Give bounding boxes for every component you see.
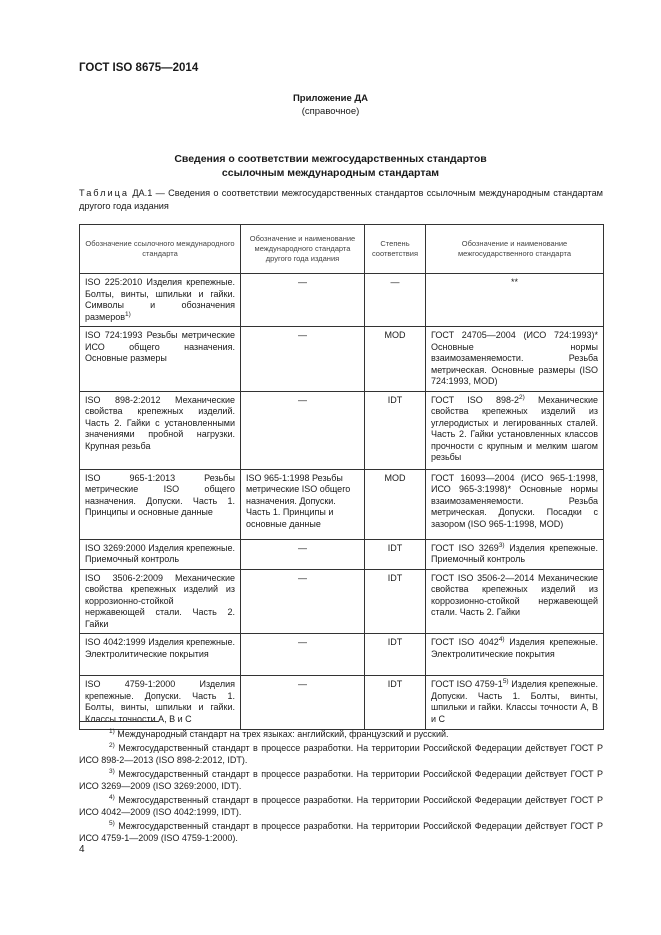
degree-cell: MOD: [365, 469, 426, 539]
other-edition-cell: —: [241, 569, 365, 634]
other-edition-cell: —: [241, 391, 365, 469]
footnotes: [79, 728, 603, 846]
degree-cell: IDT: [365, 569, 426, 634]
correspondence-table: [79, 224, 604, 730]
table-row: [80, 391, 604, 469]
degree-cell: IDT: [365, 391, 426, 469]
degree-cell: —: [365, 274, 426, 327]
footnote: $^{4)}$ Межгосударственный стандарт в процессе разработки. На территории Российской Федерации действует ГОСТ Р ИСО 4042—2009 (ISO 4042:1999, IDT).: [79, 793, 603, 817]
table-caption: [79, 187, 603, 213]
intl-standard-cell: ISO 3506-2:2009 Механические свойства крепежных изделий из коррозионно-стойкой нержавеющей стали. Часть 2. Гайки: [80, 569, 241, 634]
interstate-standard-cell: ГОСТ ISO 3269$^{3)}$ Изделия крепежные. Приемочный контроль: [426, 539, 604, 569]
interstate-standard-cell: ГОСТ ISO 4042$^{4)}$ Изделия крепежные. Электролитические покрытия: [426, 634, 604, 676]
annex-subtitle: (справочное): [301, 106, 360, 117]
table-row: [80, 274, 604, 327]
intl-standard-cell: ISO 724:1993 Резьбы метрические ИСО общего назначения. Основные размеры: [80, 327, 241, 392]
interstate-standard-cell: ГОСТ ISO 898-2$^{2)}$ Механические свойства крепежных изделий из углеродистых и легированных сталей. Часть 2. Гайки установленных классов прочности с крупным и мелким шагом резьбы: [426, 391, 604, 469]
footnote: $^{1)}$ Международный стандарт на трех языках: английский, французский и русский.: [109, 728, 449, 739]
degree-cell: MOD: [365, 327, 426, 392]
footnote: $^{5)}$ Межгосударственный стандарт в процессе разработки. На территории Российской Федерации действует ГОСТ Р ИСО 4759-1—2009 (ISO 4759-1:2000).: [79, 819, 603, 843]
table-caption-text: ДА.1 — Сведения о соответствии межгосударственных стандартов ссылочным международным стандартам другого года издания: [79, 188, 603, 211]
degree-cell: IDT: [365, 634, 426, 676]
table-header-row: [80, 225, 604, 274]
document-id: ГОСТ ISO 8675—2014: [79, 62, 199, 74]
intl-standard-cell: ISO 965-1:2013 Резьбы метрические ISO общего назначения. Допуски. Часть 1. Принципы и основные данные: [80, 469, 241, 539]
section-title-line2: ссылочным международным стандартам: [221, 167, 440, 179]
interstate-standard-cell: ГОСТ 24705—2004 (ИСО 724:1993)* Основные нормы взаимозаменяемости. Резьба метрическая. Основные размеры (ISO 724:1993, MOD): [426, 327, 604, 392]
intl-standard-cell: ISO 225:2010 Изделия крепежные. Болты, винты, шпильки и гайки. Символы и обозначения размеров$^{1)}$: [80, 274, 241, 327]
intl-standard-cell: ISO 4042:1999 Изделия крепежные. Электролитические покрытия: [80, 634, 241, 676]
degree-cell: IDT: [365, 539, 426, 569]
table-row: [80, 327, 604, 392]
annex-title: Приложение ДА: [292, 93, 369, 104]
intl-standard-cell: ISO 4759-1:2000 Изделия крепежные. Допуски. Часть 1. Болты, винты, шпильки и гайки. Классы точности А, В и С: [80, 676, 241, 730]
header-cell: Обозначение и наименование межгосударственного стандарта: [426, 225, 604, 274]
table-row: [80, 569, 604, 634]
other-edition-cell: —: [241, 274, 365, 327]
intl-standard-cell: ISO 3269:2000 Изделия крепежные. Приемочный контроль: [80, 539, 241, 569]
interstate-standard-cell: **: [426, 274, 604, 327]
annex-heading: [0, 93, 661, 117]
footnote-divider: [79, 721, 159, 722]
other-edition-cell: ISO 965-1:1998 Резьбы метрические ISO общего назначения. Допуски. Часть 1. Принципы и основные данные: [241, 469, 365, 539]
section-title-line1: Сведения о соответствии межгосударственных стандартов: [174, 153, 487, 165]
footnote: $^{3)}$ Межгосударственный стандарт в процессе разработки. На территории Российской Федерации действует ГОСТ Р ИСО 3269—2009 (ISO 3269:2000, IDT).: [79, 767, 603, 791]
header-cell: Обозначение и наименование международного стандарта другого года издания: [241, 225, 365, 274]
other-edition-cell: —: [241, 539, 365, 569]
intl-standard-cell: ISO 898-2:2012 Механические свойства крепежных изделий. Часть 2. Гайки с установленными значениями пробной нагрузки. Крупная резьба: [80, 391, 241, 469]
table-caption-label: Таблица: [79, 188, 130, 198]
header-cell: Степень соответствия: [365, 225, 426, 274]
interstate-standard-cell: ГОСТ 16093—2004 (ИСО 965-1:1998, ИСО 965-3:1998)* Основные нормы взаимозаменяемости. Резьба метрическая. Допуски. Посадки с зазором (ISO 965-1:1998, MOD): [426, 469, 604, 539]
section-title: [0, 152, 661, 180]
interstate-standard-cell: ГОСТ ISO 3506-2—2014 Механические свойства крепежных изделий из коррозионно-стойкой нержавеющей стали. Часть 2. Гайки: [426, 569, 604, 634]
degree-cell: IDT: [365, 676, 426, 730]
interstate-standard-cell: ГОСТ ISO 4759-1$^{5)}$ Изделия крепежные. Допуски. Часть 1. Болты, винты, шпильки и гайки. Классы точности А, В и С: [426, 676, 604, 730]
table-row: [80, 634, 604, 676]
other-edition-cell: —: [241, 676, 365, 730]
table-row: [80, 539, 604, 569]
other-edition-cell: —: [241, 634, 365, 676]
other-edition-cell: —: [241, 327, 365, 392]
footnote: $^{2)}$ Межгосударственный стандарт в процессе разработки. На территории Российской Федерации действует ГОСТ Р ИСО 898-2—2013 (ISO 898-2:2012, IDT).: [79, 741, 603, 765]
page-number: 4: [79, 844, 85, 855]
header-cell: Обозначение ссылочного международного стандарта: [80, 225, 241, 274]
table-row: [80, 469, 604, 539]
